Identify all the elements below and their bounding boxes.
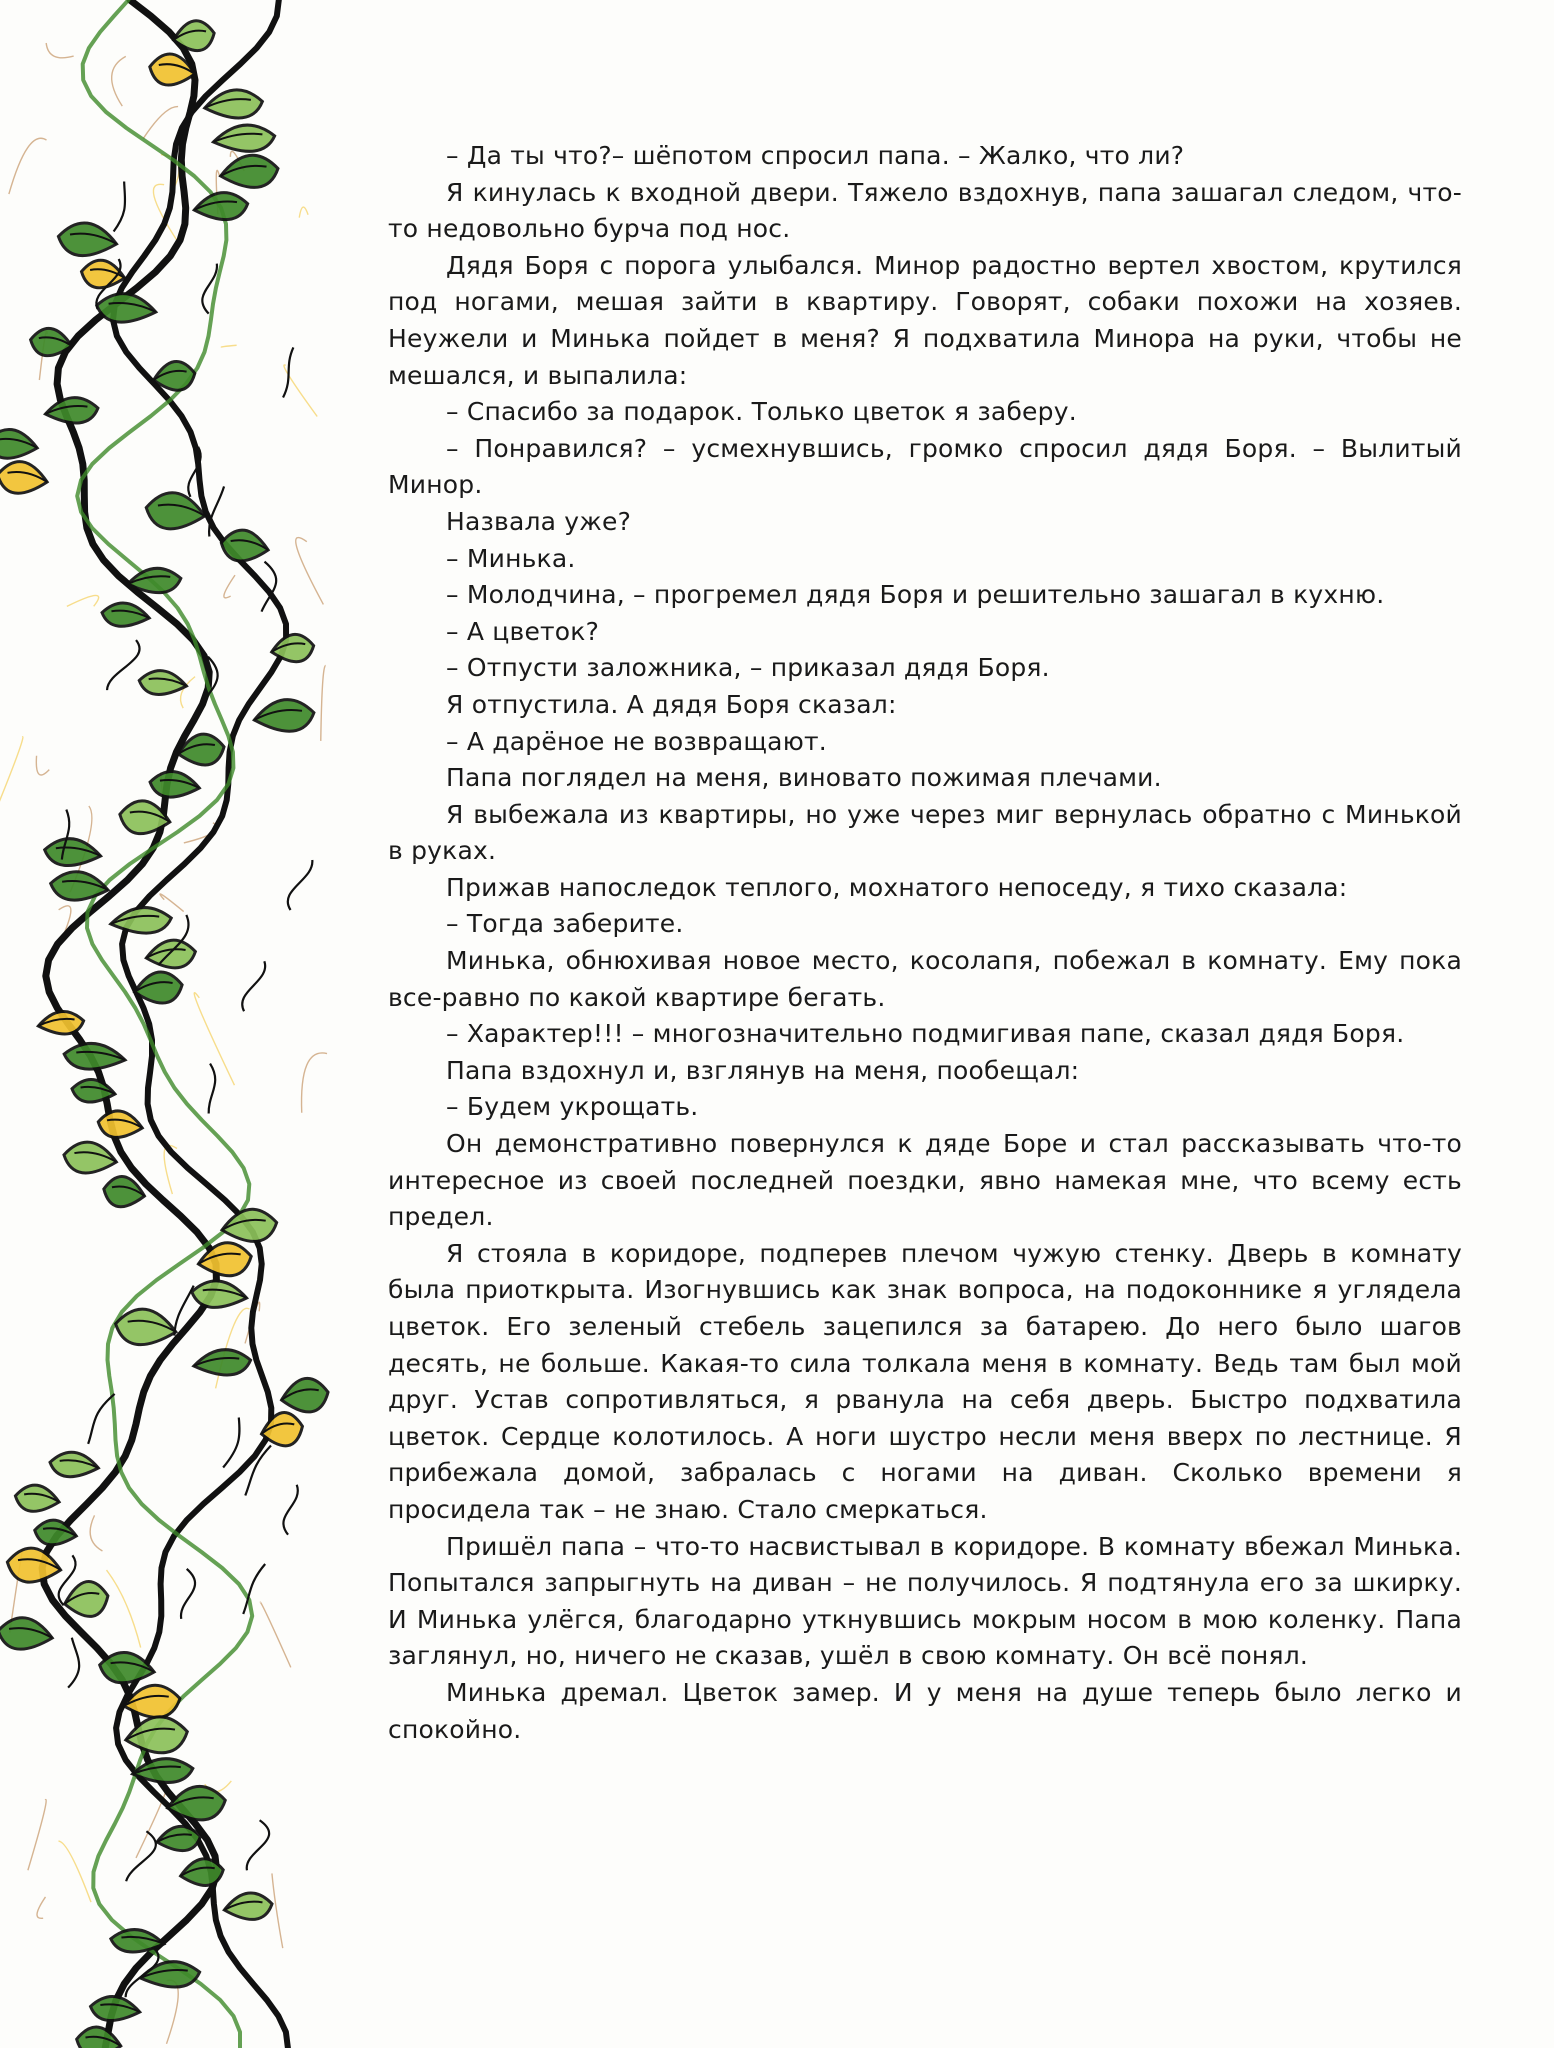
paragraph: – Будем укрощать. — [446, 1092, 699, 1122]
paragraph: – Да ты что?– шёпотом спросил папа. – Жалко, что ли? — [446, 141, 1185, 170]
sketch-stroke — [36, 756, 49, 775]
sketch-stroke — [46, 43, 73, 58]
sketch-stroke — [224, 575, 235, 598]
vine-tendril — [126, 1831, 156, 1881]
sketch-stroke — [143, 107, 178, 139]
paragraph: Минька, обнюхивая новое место, косолапя, побежал в комнату. Ему пока все-равно по какой квартире бегать. — [388, 946, 1462, 1012]
vine-illustration — [0, 0, 360, 2048]
paragraph: – А дарёное не возвращают. — [446, 726, 827, 756]
paragraph: – Отпусти заложника, – приказал дядя Боря. — [446, 653, 1050, 683]
vine-tendril — [288, 860, 313, 910]
paragraph: Он демонстративно повернулся к дяде Боре и стал рассказывать что-то интересное из своей последней поездки, явно намекая мне, что всему есть предел. — [388, 1129, 1462, 1232]
paragraph: – Понравился? – усмехнувшись, громко спросил дядя Боря. – Вылитый Минор. — [388, 433, 1462, 500]
paragraph: Прижав напоследок теплого, мохнатого непоседу, я тихо сказала: — [446, 872, 1348, 902]
vine-tendril — [242, 961, 265, 1011]
vine-tendril — [181, 1569, 195, 1619]
sketch-stroke — [58, 1841, 91, 1902]
paragraph: Я отпустила. А дядя Боря сказал: — [446, 689, 897, 719]
sketch-stroke — [221, 345, 236, 347]
vine-tendril — [68, 1638, 79, 1688]
sketch-stroke — [321, 665, 326, 740]
sketch-stroke — [28, 1800, 46, 1871]
sketch-stroke — [107, 1570, 141, 1647]
paragraph: Пришёл папа – что-то насвистывал в коридоре. В комнату вбежал Минька. Попытался запрыгнуть на диван – не получилось. Я подтянула его за шкирку. И Минька улёгся, благодарно уткнувшись мокрым носом в мою коленку. Папа заглянул, но, ничего не сказав, ушёл в свою комнату. Он всё понял. — [388, 1531, 1462, 1671]
paragraph: – Характер!!! – многозначительно подмигивая папе, сказал дядя Боря. — [446, 1019, 1405, 1049]
sketch-stroke — [296, 538, 324, 605]
sketch-stroke — [37, 1897, 45, 1918]
story-text — [388, 138, 1462, 1748]
sketch-stroke — [0, 737, 23, 826]
paragraph: Папа поглядел на меня, виновато пожимая плечами. — [446, 763, 1162, 793]
vine-tendril — [247, 1820, 269, 1870]
sketch-stroke — [167, 1980, 179, 2044]
sketch-stroke — [67, 595, 99, 606]
paragraph: Назвала уже? — [446, 506, 632, 536]
sketch-stroke — [260, 1602, 291, 1667]
vine-tendril — [107, 640, 140, 690]
sketch-stroke — [160, 894, 184, 912]
paragraph: Папа вздохнул и, взглянув на меня, пообещал: — [446, 1055, 1080, 1085]
paragraph: Я выбежала из квартиры, но уже через миг вернулась обратно с Минькой в руках. — [388, 799, 1462, 866]
sketch-stroke — [299, 207, 308, 218]
paragraph: – Тогда заберите. — [446, 909, 684, 939]
paragraph: – Минька. — [446, 543, 576, 573]
paragraph: Я стояла в коридоре, подперев плечом чужую стенку. Дверь в комнату была приоткрыта. Изогнувшись как знак вопроса, на подоконнике я углядела цветок. Его зеленый стебель зацепился за батарею. До него было шагов десять, не больше. Какая-то сила толкала меня в комнату. Ведь там был мой друг. Устав сопротивляться, я рванула на себя дверь. Быстро подхватила цветок. Сердце колотилось. А ноги шустро несли меня вверх по лестнице. Я прибежала домой, забралась с ногами на диван. Сколько времени я просидела так – не знаю. Стало смеркаться. — [388, 1238, 1462, 1524]
vine-tendril — [88, 1394, 115, 1444]
sketch-stroke — [272, 1873, 283, 1948]
sketch-stroke — [9, 138, 47, 194]
vine-tendril — [209, 1064, 216, 1114]
vine-tendril — [114, 181, 125, 231]
vine-tendril — [243, 1564, 265, 1614]
paragraph: Я кинулась к входной двери. Тяжело вздохнув, папа зашагал следом, что-то недовольно бурча под нос. — [388, 177, 1462, 244]
vine-leaf — [0, 429, 37, 458]
sketch-stroke — [90, 1515, 102, 1551]
sketch-stroke — [302, 1053, 328, 1113]
paragraph: – Молодчина, – прогремел дядя Боря и решительно зашагал в кухню. — [446, 580, 1385, 610]
paragraph: – Спасибо за подарок. Только цветок я заберу. — [446, 397, 1077, 427]
sketch-stroke — [216, 1308, 250, 1388]
paragraph: Дядя Боря с порога улыбался. Минор радостно вертел хвостом, крутился под ногами, мешая зайти в квартиру. Говорят, собаки похожи на хозяев. Неужели и Минька пойдет в меня? Я подхватила Минора на руки, чтобы не мешался, и выпалила: — [388, 250, 1462, 390]
paragraph: Минька дремал. Цветок замер. И у меня на душе теперь было легко и спокойно. — [388, 1677, 1462, 1744]
vine-tendril — [283, 1485, 297, 1535]
sketch-stroke — [112, 56, 126, 106]
vine-tendril — [283, 347, 293, 397]
vine-tendril — [223, 1418, 239, 1468]
paragraph: – А цветок? — [446, 616, 600, 646]
